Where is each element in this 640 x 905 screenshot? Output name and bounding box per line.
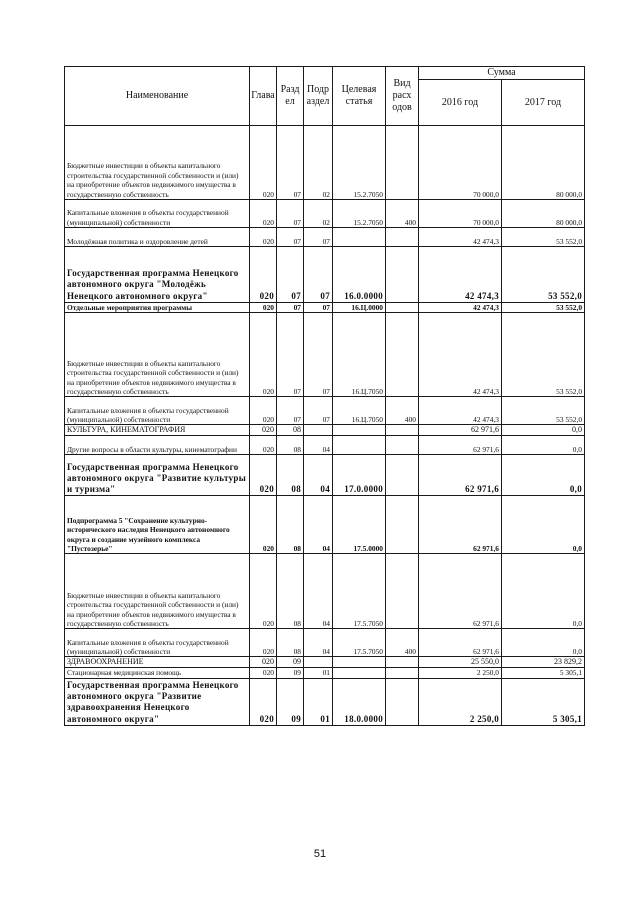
cell-y2017: 80 000,0 bbox=[502, 200, 585, 228]
cell-y2016: 2 250,0 bbox=[419, 678, 502, 725]
cell-razdel: 07 bbox=[277, 313, 304, 397]
cell-y2016: 62 971,6 bbox=[419, 629, 502, 657]
cell-razdel: 08 bbox=[277, 629, 304, 657]
cell-y2016: 62 971,6 bbox=[419, 436, 502, 455]
cell-y2016: 42 474,3 bbox=[419, 247, 502, 303]
col-header-glava: Глава bbox=[250, 67, 277, 126]
cell-target: 17.5.0000 bbox=[333, 496, 386, 554]
cell-glava: 020 bbox=[250, 629, 277, 657]
cell-vid: 400 bbox=[386, 200, 419, 228]
cell-y2017: 53 552,0 bbox=[502, 228, 585, 247]
cell-y2017: 0,0 bbox=[502, 496, 585, 554]
col-header-2016: 2016 год bbox=[419, 80, 502, 126]
cell-podrazdel: 04 bbox=[304, 496, 333, 554]
cell-razdel: 07 bbox=[277, 228, 304, 247]
cell-target bbox=[333, 436, 386, 455]
table-row bbox=[65, 657, 585, 668]
cell-y2016: 62 971,6 bbox=[419, 455, 502, 496]
cell-razdel: 07 bbox=[277, 247, 304, 303]
cell-vid bbox=[386, 496, 419, 554]
cell-y2016: 42 474,3 bbox=[419, 303, 502, 313]
cell-y2016: 70 000,0 bbox=[419, 126, 502, 200]
cell-y2017: 53 552,0 bbox=[502, 313, 585, 397]
col-header-vid: Вид расх одов bbox=[386, 67, 419, 126]
table-row bbox=[65, 247, 585, 303]
cell-razdel: 07 bbox=[277, 303, 304, 313]
cell-y2017: 53 552,0 bbox=[502, 397, 585, 425]
cell-vid bbox=[386, 436, 419, 455]
table-row bbox=[65, 554, 585, 629]
cell-vid bbox=[386, 126, 419, 200]
cell-razdel: 09 bbox=[277, 657, 304, 668]
cell-podrazdel: 04 bbox=[304, 629, 333, 657]
cell-y2016: 25 550,0 bbox=[419, 657, 502, 668]
cell-name: КУЛЬТУРА, КИНЕМАТОГРАФИЯ bbox=[65, 425, 250, 436]
cell-name: Капитальные вложения в объекты государственной (муниципальной) собственности bbox=[65, 629, 250, 657]
cell-y2016: 42 474,3 bbox=[419, 313, 502, 397]
table-row bbox=[65, 425, 585, 436]
cell-vid: 400 bbox=[386, 629, 419, 657]
cell-target: 17.0.0000 bbox=[333, 455, 386, 496]
cell-y2017: 0,0 bbox=[502, 425, 585, 436]
table-row bbox=[65, 303, 585, 313]
cell-glava: 020 bbox=[250, 496, 277, 554]
cell-vid bbox=[386, 657, 419, 668]
cell-name: Государственная программа Ненецкого автономного округа "Развитие здравоохранения Ненецкого автономного округа" bbox=[65, 678, 250, 725]
cell-glava: 020 bbox=[250, 397, 277, 425]
cell-glava: 020 bbox=[250, 554, 277, 629]
cell-name: Другие вопросы в области культуры, кинематографии bbox=[65, 436, 250, 455]
cell-podrazdel: 01 bbox=[304, 678, 333, 725]
cell-vid bbox=[386, 425, 419, 436]
cell-target: 16.0.0000 bbox=[333, 247, 386, 303]
cell-y2017: 0,0 bbox=[502, 554, 585, 629]
table-row bbox=[65, 496, 585, 554]
cell-podrazdel: 04 bbox=[304, 455, 333, 496]
cell-y2016: 62 971,6 bbox=[419, 554, 502, 629]
cell-target: 16.Ц.0000 bbox=[333, 303, 386, 313]
col-header-target: Целевая статья bbox=[333, 67, 386, 126]
cell-name: Стационарная медицинская помощь bbox=[65, 668, 250, 678]
cell-glava: 020 bbox=[250, 247, 277, 303]
cell-y2016: 42 474,3 bbox=[419, 228, 502, 247]
cell-target bbox=[333, 668, 386, 678]
cell-target: 17.5.7050 bbox=[333, 554, 386, 629]
table-row bbox=[65, 678, 585, 725]
col-header-2017: 2017 год bbox=[502, 80, 585, 126]
table-row bbox=[65, 313, 585, 397]
cell-podrazdel: 04 bbox=[304, 436, 333, 455]
table-row bbox=[65, 436, 585, 455]
col-header-razdel: Разд ел bbox=[277, 67, 304, 126]
cell-podrazdel: 07 bbox=[304, 247, 333, 303]
cell-y2017: 53 552,0 bbox=[502, 247, 585, 303]
cell-target bbox=[333, 228, 386, 247]
cell-podrazdel: 07 bbox=[304, 397, 333, 425]
cell-y2017: 0,0 bbox=[502, 629, 585, 657]
cell-name: Бюджетные инвестиции в объекты капитального строительства государственной собственности и (или) на приобретение объектов недвижимого имущества в государственную собственность bbox=[65, 313, 250, 397]
table-row bbox=[65, 397, 585, 425]
cell-name: ЗДРАВООХРАНЕНИЕ bbox=[65, 657, 250, 668]
cell-target bbox=[333, 425, 386, 436]
cell-razdel: 08 bbox=[277, 425, 304, 436]
cell-target: 15.2.7050 bbox=[333, 200, 386, 228]
cell-name: Подпрограмма 5 "Сохранение культурно-исторического наследия Ненецкого автономного округа и создание музейного комплекса "Пустозерье" bbox=[65, 496, 250, 554]
cell-razdel: 08 bbox=[277, 455, 304, 496]
cell-glava: 020 bbox=[250, 126, 277, 200]
cell-razdel: 07 bbox=[277, 200, 304, 228]
cell-razdel: 08 bbox=[277, 554, 304, 629]
cell-podrazdel bbox=[304, 425, 333, 436]
cell-vid bbox=[386, 247, 419, 303]
cell-name: Государственная программа Ненецкого автономного округа "Развитие культуры и туризма" bbox=[65, 455, 250, 496]
cell-razdel: 09 bbox=[277, 668, 304, 678]
cell-glava: 020 bbox=[250, 455, 277, 496]
col-header-podrazdel: Подр аздел bbox=[304, 67, 333, 126]
cell-name: Отдельные мероприятия программы bbox=[65, 303, 250, 313]
cell-target: 17.5.7050 bbox=[333, 629, 386, 657]
cell-y2017: 80 000,0 bbox=[502, 126, 585, 200]
cell-podrazdel: 01 bbox=[304, 668, 333, 678]
cell-vid bbox=[386, 455, 419, 496]
cell-glava: 020 bbox=[250, 678, 277, 725]
cell-vid bbox=[386, 313, 419, 397]
cell-vid bbox=[386, 554, 419, 629]
cell-y2017: 5 305,1 bbox=[502, 678, 585, 725]
col-header-name: Наименование bbox=[65, 67, 250, 126]
cell-y2016: 2 250,0 bbox=[419, 668, 502, 678]
cell-glava: 020 bbox=[250, 436, 277, 455]
cell-name: Бюджетные инвестиции в объекты капитального строительства государственной собственности и (или) на приобретение объектов недвижимого имущества в государственную собственность bbox=[65, 126, 250, 200]
cell-podrazdel bbox=[304, 657, 333, 668]
cell-podrazdel: 07 bbox=[304, 313, 333, 397]
cell-y2017: 53 552,0 bbox=[502, 303, 585, 313]
cell-name: Капитальные вложения в объекты государственной (муниципальной) собственности bbox=[65, 200, 250, 228]
cell-y2017: 23 829,2 bbox=[502, 657, 585, 668]
table-row bbox=[65, 455, 585, 496]
cell-razdel: 08 bbox=[277, 436, 304, 455]
cell-target: 18.0.0000 bbox=[333, 678, 386, 725]
cell-glava: 020 bbox=[250, 668, 277, 678]
cell-glava: 020 bbox=[250, 200, 277, 228]
cell-y2016: 62 971,6 bbox=[419, 425, 502, 436]
cell-podrazdel: 07 bbox=[304, 228, 333, 247]
cell-vid: 400 bbox=[386, 397, 419, 425]
cell-vid bbox=[386, 303, 419, 313]
cell-podrazdel: 07 bbox=[304, 303, 333, 313]
table-row bbox=[65, 200, 585, 228]
header-row-top bbox=[65, 67, 585, 80]
cell-y2017: 0,0 bbox=[502, 436, 585, 455]
cell-podrazdel: 04 bbox=[304, 554, 333, 629]
cell-glava: 020 bbox=[250, 228, 277, 247]
cell-y2016: 42 474,3 bbox=[419, 397, 502, 425]
cell-name: Бюджетные инвестиции в объекты капитального строительства государственной собственности и (или) на приобретение объектов недвижимого имущества в государственную собственность bbox=[65, 554, 250, 629]
col-header-summa: Сумма bbox=[419, 67, 585, 80]
cell-target bbox=[333, 657, 386, 668]
page-number: 51 bbox=[313, 848, 327, 860]
cell-razdel: 07 bbox=[277, 126, 304, 200]
cell-razdel: 07 bbox=[277, 397, 304, 425]
cell-glava: 020 bbox=[250, 657, 277, 668]
table-row bbox=[65, 629, 585, 657]
cell-target: 16.Ц.7050 bbox=[333, 313, 386, 397]
cell-name: Молодёжная политика и оздоровление детей bbox=[65, 228, 250, 247]
cell-target: 16.Ц.7050 bbox=[333, 397, 386, 425]
table-row bbox=[65, 668, 585, 678]
cell-y2017: 5 305,1 bbox=[502, 668, 585, 678]
cell-podrazdel: 02 bbox=[304, 126, 333, 200]
cell-name: Капитальные вложения в объекты государственной (муниципальной) собственности bbox=[65, 397, 250, 425]
table-row bbox=[65, 126, 585, 200]
cell-razdel: 09 bbox=[277, 678, 304, 725]
cell-name: Государственная программа Ненецкого автономного округа "Молодёжь Ненецкого автономного округа" bbox=[65, 247, 250, 303]
budget-table bbox=[64, 66, 585, 726]
cell-y2016: 70 000,0 bbox=[419, 200, 502, 228]
cell-y2016: 62 971,6 bbox=[419, 496, 502, 554]
cell-podrazdel: 02 bbox=[304, 200, 333, 228]
cell-vid bbox=[386, 678, 419, 725]
cell-target: 15.2.7050 bbox=[333, 126, 386, 200]
table-row bbox=[65, 228, 585, 247]
cell-glava: 020 bbox=[250, 425, 277, 436]
cell-vid bbox=[386, 228, 419, 247]
cell-razdel: 08 bbox=[277, 496, 304, 554]
cell-vid bbox=[386, 668, 419, 678]
cell-glava: 020 bbox=[250, 303, 277, 313]
cell-glava: 020 bbox=[250, 313, 277, 397]
cell-y2017: 0,0 bbox=[502, 455, 585, 496]
